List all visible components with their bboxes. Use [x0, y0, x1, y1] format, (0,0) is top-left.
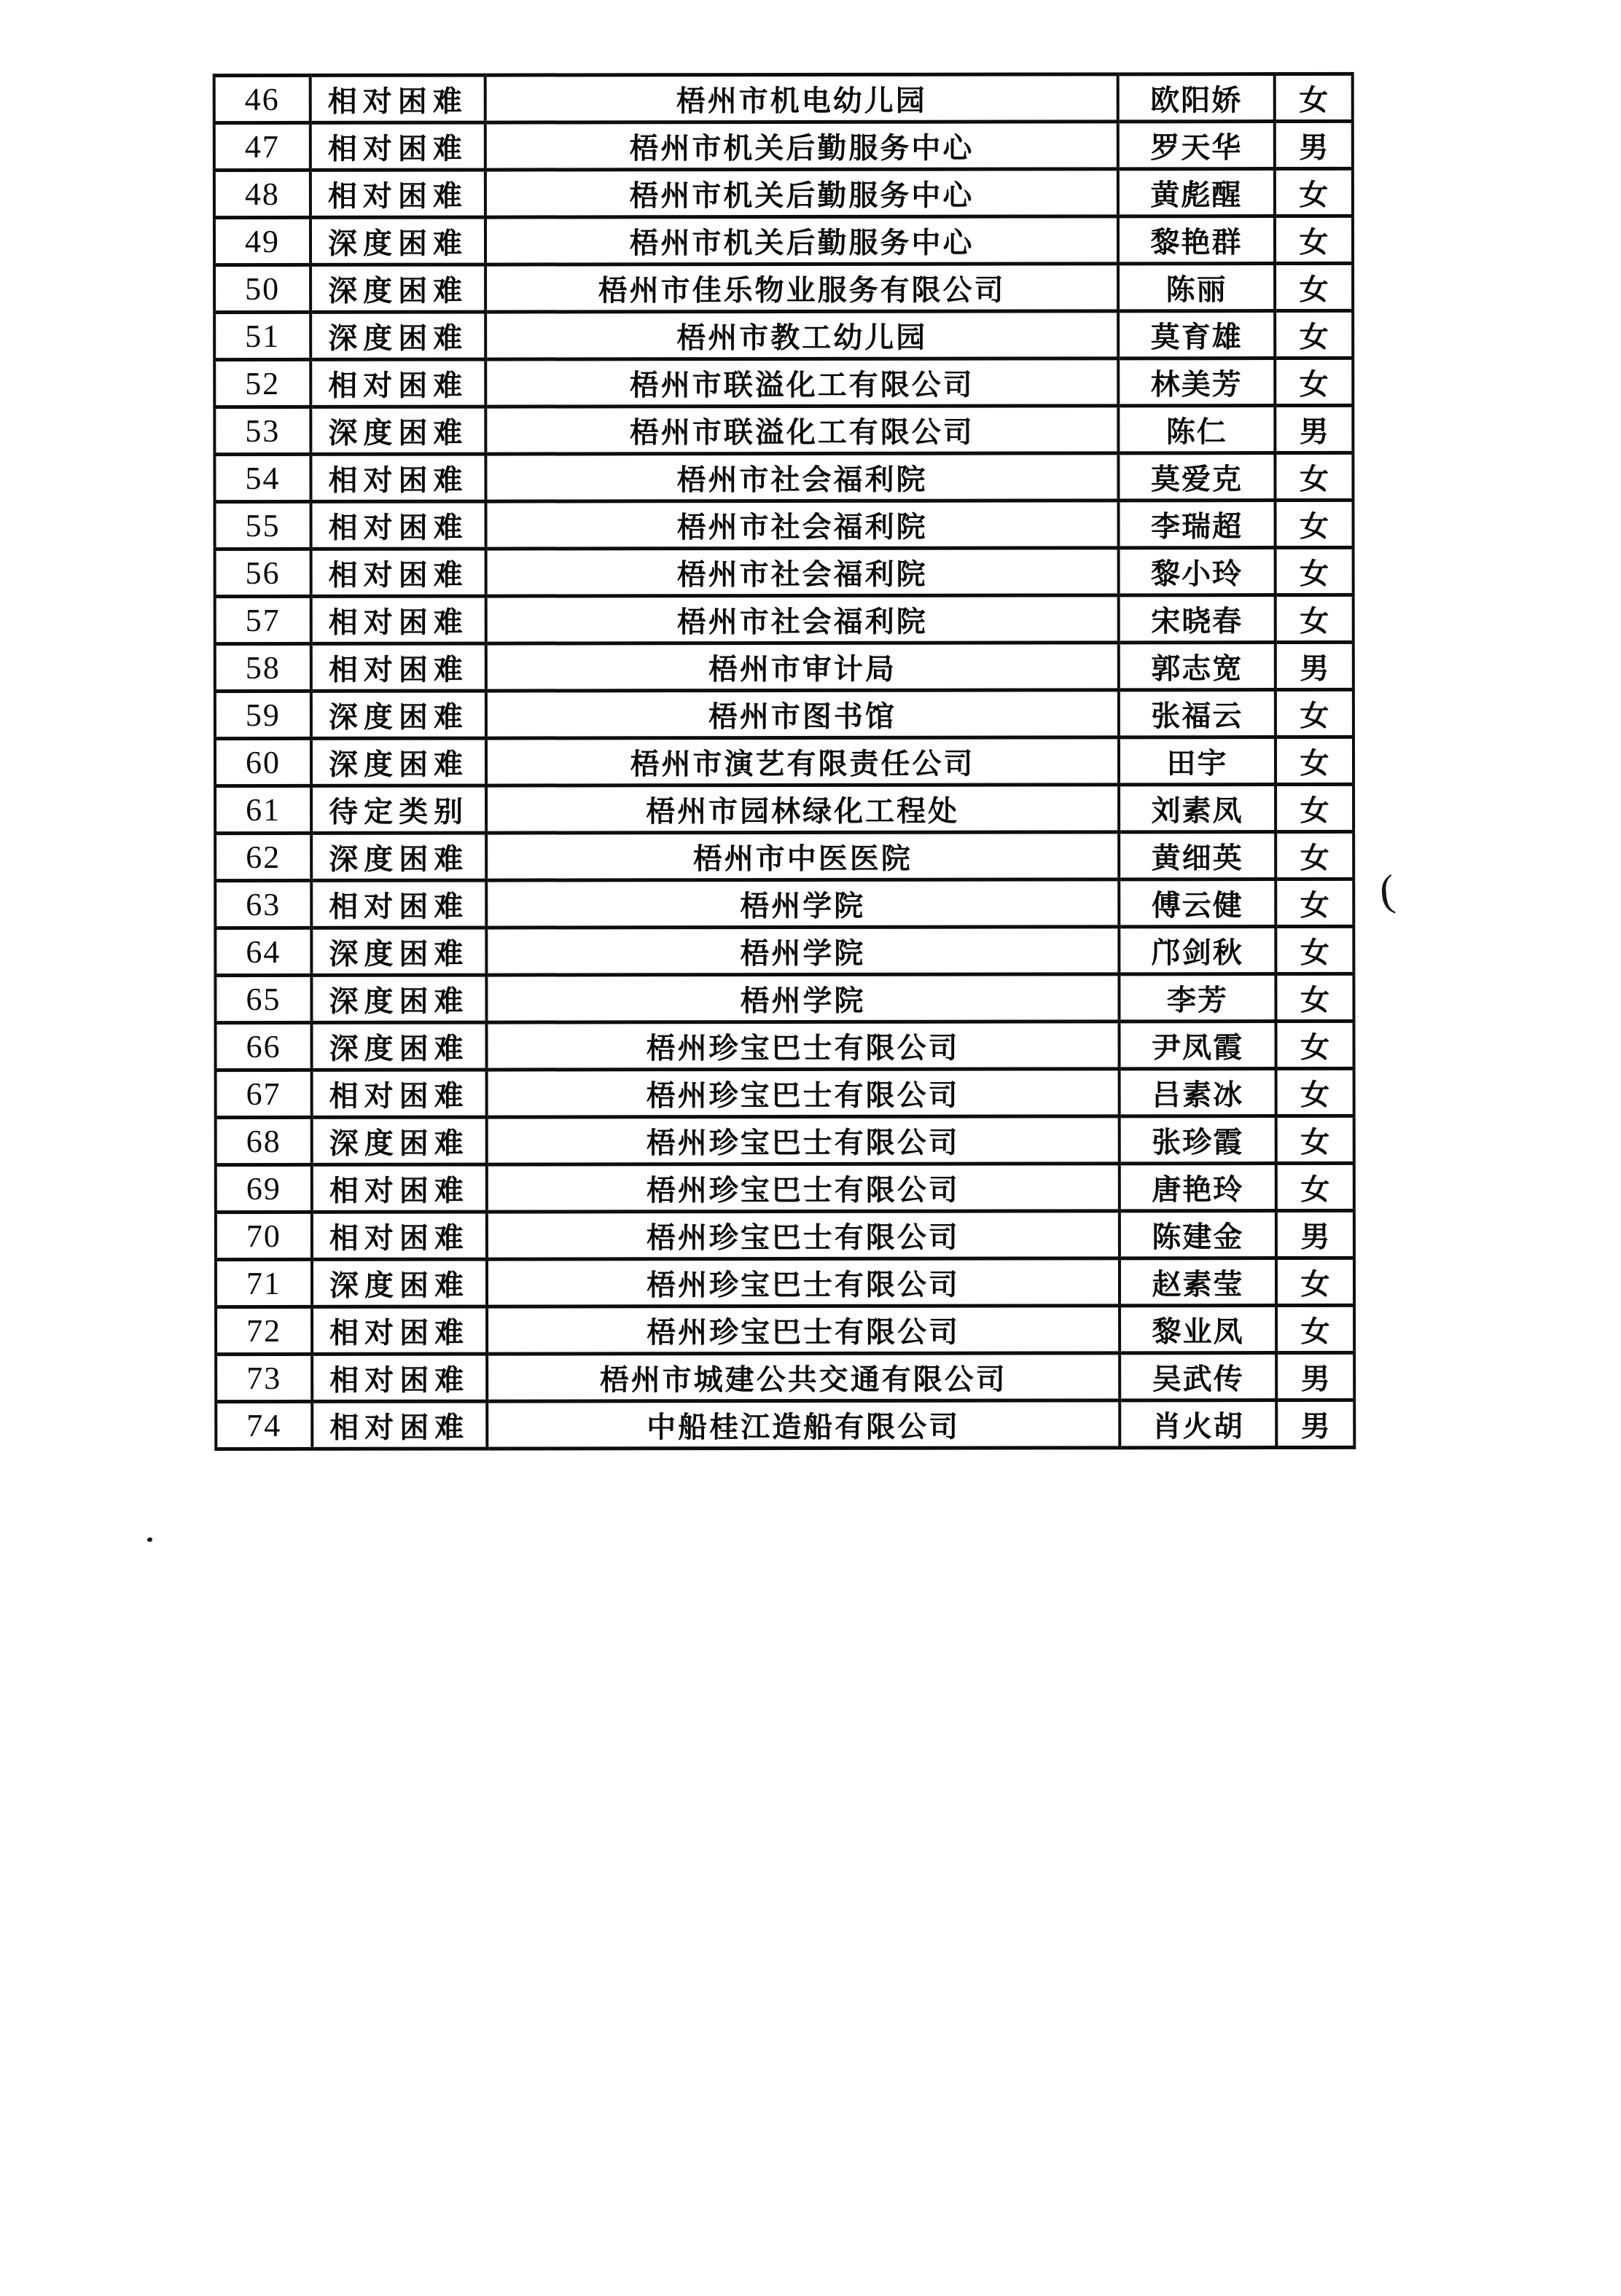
serial-number-cell: 61 — [215, 785, 311, 833]
table-row — [216, 1305, 1354, 1354]
category-cell: 相对困难 — [310, 122, 485, 170]
category-cell: 深度困难 — [311, 975, 486, 1022]
name-cell: 林美芳 — [1118, 358, 1275, 406]
employer-cell: 梧州市社会福利院 — [486, 595, 1119, 643]
gender-cell: 女 — [1276, 926, 1354, 973]
serial-number-cell: 59 — [215, 691, 311, 738]
gender-cell: 女 — [1276, 547, 1354, 595]
gender-cell: 男 — [1276, 1352, 1354, 1400]
employer-cell: 梧州市社会福利院 — [486, 548, 1119, 596]
employer-cell: 梧州市城建公共交通有限公司 — [487, 1353, 1120, 1401]
gender-cell: 男 — [1276, 1400, 1354, 1447]
employer-cell: 梧州珍宝巴士有限公司 — [487, 1164, 1120, 1212]
handwritten-paren-mark: ( — [1377, 866, 1397, 915]
employer-cell: 中船桂江造船有限公司 — [487, 1400, 1120, 1449]
name-cell: 黄细英 — [1119, 832, 1276, 879]
category-cell: 深度困难 — [311, 928, 486, 975]
serial-number-cell: 71 — [216, 1259, 312, 1306]
category-cell: 相对困难 — [311, 643, 486, 691]
name-cell: 赵素莹 — [1120, 1258, 1276, 1306]
serial-number-cell: 57 — [215, 596, 311, 643]
employer-cell: 梧州市联溢化工有限公司 — [485, 406, 1118, 454]
table-row — [214, 310, 1353, 359]
employer-cell: 梧州市机关后勤服务中心 — [485, 216, 1118, 265]
name-cell: 李瑞超 — [1119, 501, 1276, 548]
ink-speck — [147, 1537, 152, 1542]
serial-number-cell: 66 — [215, 1022, 311, 1070]
serial-number-cell: 47 — [214, 122, 310, 170]
table-row — [216, 1258, 1354, 1306]
employer-cell: 梧州市审计局 — [486, 643, 1119, 691]
name-cell: 张福云 — [1119, 690, 1276, 737]
serial-number-cell: 60 — [215, 738, 311, 785]
name-cell: 吕素冰 — [1120, 1069, 1276, 1116]
name-cell: 唐艳玲 — [1120, 1164, 1276, 1211]
serial-number-cell: 64 — [215, 928, 311, 975]
serial-number-cell: 56 — [215, 549, 311, 596]
gender-cell: 女 — [1276, 1258, 1354, 1305]
name-cell: 欧阳娇 — [1118, 74, 1275, 122]
gender-cell: 男 — [1275, 405, 1353, 452]
table-row — [215, 642, 1354, 691]
table-row — [214, 405, 1353, 454]
table-row — [215, 879, 1354, 928]
gender-cell: 女 — [1276, 784, 1354, 831]
name-cell: 莫育雄 — [1118, 311, 1275, 358]
serial-number-cell: 48 — [214, 170, 310, 217]
employer-cell: 梧州市演艺有限责任公司 — [486, 737, 1119, 785]
name-cell: 郭志宽 — [1119, 643, 1276, 690]
category-cell: 相对困难 — [312, 1164, 487, 1212]
category-cell: 相对困难 — [311, 880, 486, 928]
gender-cell: 女 — [1275, 168, 1353, 216]
category-cell: 相对困难 — [311, 549, 486, 596]
category-cell: 深度困难 — [311, 833, 486, 880]
serial-number-cell: 65 — [215, 975, 311, 1022]
serial-number-cell: 62 — [215, 833, 311, 880]
table-row — [215, 547, 1354, 596]
serial-number-cell: 70 — [216, 1212, 312, 1259]
employer-cell: 梧州市社会福利院 — [486, 501, 1119, 549]
table-row — [214, 168, 1353, 217]
gender-cell: 女 — [1276, 1068, 1354, 1116]
category-cell: 相对困难 — [312, 1070, 487, 1117]
name-cell: 肖火胡 — [1120, 1400, 1276, 1448]
name-cell: 李芳 — [1119, 974, 1276, 1022]
employer-cell: 梧州珍宝巴士有限公司 — [487, 1069, 1120, 1117]
gender-cell: 男 — [1276, 1210, 1354, 1258]
name-cell: 邝剑秋 — [1119, 927, 1276, 974]
table-row — [216, 1210, 1354, 1259]
category-cell: 深度困难 — [310, 312, 485, 359]
employer-cell: 梧州市机关后勤服务中心 — [485, 169, 1118, 217]
serial-number-cell: 51 — [214, 312, 310, 359]
table-row — [215, 1021, 1354, 1070]
employer-cell: 梧州市机电幼儿园 — [485, 74, 1118, 122]
table-row — [216, 1068, 1354, 1117]
category-cell: 深度困难 — [311, 738, 486, 785]
table-row — [214, 74, 1353, 122]
name-cell: 宋晓春 — [1119, 595, 1276, 643]
category-cell: 相对困难 — [310, 75, 485, 122]
table-row — [216, 1163, 1354, 1212]
category-cell: 深度困难 — [312, 1259, 487, 1306]
serial-number-cell: 74 — [216, 1401, 312, 1449]
employer-cell: 梧州珍宝巴士有限公司 — [486, 1022, 1119, 1070]
employer-cell: 梧州学院 — [486, 974, 1119, 1022]
category-cell: 待定类别 — [311, 785, 486, 833]
name-cell: 陈丽 — [1118, 264, 1275, 311]
name-cell: 张珍霞 — [1120, 1116, 1276, 1164]
serial-number-cell: 72 — [216, 1306, 312, 1354]
serial-number-cell: 52 — [214, 359, 310, 407]
gender-cell: 女 — [1276, 973, 1354, 1021]
category-cell: 相对困难 — [310, 454, 485, 501]
gender-cell: 女 — [1276, 689, 1354, 737]
table-row — [215, 784, 1354, 833]
gender-cell: 女 — [1275, 216, 1353, 263]
table-row — [215, 595, 1354, 643]
employer-cell: 梧州学院 — [486, 927, 1119, 975]
name-cell: 尹凤霞 — [1119, 1022, 1276, 1069]
serial-number-cell: 49 — [214, 217, 310, 265]
roster-table — [213, 72, 1356, 1451]
gender-cell: 女 — [1275, 358, 1353, 405]
employer-cell: 梧州市中医医院 — [486, 832, 1119, 880]
table-row — [214, 216, 1353, 265]
table-row — [216, 1400, 1354, 1449]
category-cell: 深度困难 — [310, 217, 485, 265]
employer-cell: 梧州市佳乐物业服务有限公司 — [485, 264, 1118, 312]
table-row — [214, 358, 1353, 407]
name-cell: 黎艳群 — [1118, 216, 1275, 264]
gender-cell: 女 — [1275, 452, 1353, 500]
category-cell: 相对困难 — [312, 1354, 487, 1401]
serial-number-cell: 68 — [216, 1117, 312, 1164]
category-cell: 深度困难 — [310, 265, 485, 312]
serial-number-cell: 58 — [215, 643, 311, 691]
category-cell: 深度困难 — [312, 1117, 487, 1164]
roster-table-body — [214, 74, 1355, 1449]
name-cell: 莫爱克 — [1118, 453, 1275, 501]
name-cell: 黄彪醒 — [1118, 169, 1275, 216]
employer-cell: 梧州市园林绿化工程处 — [486, 785, 1119, 833]
category-cell: 相对困难 — [312, 1401, 487, 1449]
name-cell: 黎小玲 — [1119, 548, 1276, 595]
employer-cell: 梧州市教工幼儿园 — [485, 311, 1118, 359]
gender-cell: 女 — [1275, 74, 1353, 121]
gender-cell: 女 — [1276, 831, 1354, 879]
gender-cell: 女 — [1276, 737, 1354, 784]
gender-cell: 女 — [1276, 595, 1354, 642]
table-row — [215, 689, 1354, 738]
serial-number-cell: 55 — [215, 501, 311, 549]
table-row — [214, 263, 1353, 312]
category-cell: 相对困难 — [312, 1212, 487, 1259]
serial-number-cell: 46 — [214, 75, 310, 122]
table-row — [215, 737, 1354, 785]
name-cell: 黎业凤 — [1120, 1306, 1276, 1353]
serial-number-cell: 54 — [214, 454, 310, 501]
gender-cell: 男 — [1275, 121, 1353, 168]
gender-cell: 女 — [1276, 500, 1354, 547]
name-cell: 吴武传 — [1120, 1353, 1276, 1400]
category-cell: 相对困难 — [310, 170, 485, 217]
gender-cell: 女 — [1275, 310, 1353, 358]
employer-cell: 梧州市机关后勤服务中心 — [485, 122, 1118, 170]
category-cell: 相对困难 — [311, 596, 486, 643]
table-row — [214, 452, 1353, 501]
serial-number-cell: 69 — [216, 1164, 312, 1212]
table-row — [215, 831, 1354, 880]
table-row — [215, 973, 1354, 1022]
employer-cell: 梧州珍宝巴士有限公司 — [487, 1306, 1120, 1354]
employer-cell: 梧州市图书馆 — [486, 690, 1119, 738]
serial-number-cell: 73 — [216, 1354, 312, 1401]
employer-cell: 梧州珍宝巴士有限公司 — [487, 1211, 1120, 1259]
name-cell: 陈仁 — [1118, 406, 1275, 453]
name-cell: 刘素凤 — [1119, 785, 1276, 832]
employer-cell: 梧州珍宝巴士有限公司 — [487, 1116, 1120, 1164]
employer-cell: 梧州市联溢化工有限公司 — [485, 358, 1118, 407]
serial-number-cell: 63 — [215, 880, 311, 928]
table-row — [216, 1116, 1354, 1164]
table-row — [215, 926, 1354, 975]
category-cell: 相对困难 — [312, 1306, 487, 1354]
serial-number-cell: 50 — [214, 265, 310, 312]
gender-cell: 女 — [1276, 1021, 1354, 1068]
gender-cell: 女 — [1276, 1305, 1354, 1352]
employer-cell: 梧州珍宝巴士有限公司 — [487, 1258, 1120, 1306]
category-cell: 深度困难 — [311, 691, 486, 738]
category-cell: 相对困难 — [311, 501, 486, 549]
serial-number-cell: 53 — [214, 407, 310, 454]
gender-cell: 女 — [1276, 1116, 1354, 1163]
employer-cell: 梧州市社会福利院 — [485, 453, 1118, 501]
table-row — [216, 1352, 1354, 1401]
name-cell: 田宇 — [1119, 737, 1276, 785]
gender-cell: 女 — [1276, 1163, 1354, 1210]
table-row — [215, 500, 1354, 549]
name-cell: 陈建金 — [1120, 1211, 1276, 1258]
category-cell: 深度困难 — [310, 407, 485, 454]
employer-cell: 梧州学院 — [486, 879, 1119, 928]
serial-number-cell: 67 — [216, 1070, 312, 1117]
gender-cell: 女 — [1275, 263, 1353, 310]
name-cell: 罗天华 — [1118, 122, 1275, 169]
table-row — [214, 121, 1353, 170]
gender-cell: 男 — [1276, 642, 1354, 689]
category-cell: 深度困难 — [311, 1022, 486, 1070]
name-cell: 傅云健 — [1119, 879, 1276, 927]
category-cell: 相对困难 — [310, 359, 485, 407]
gender-cell: 女 — [1276, 879, 1354, 926]
